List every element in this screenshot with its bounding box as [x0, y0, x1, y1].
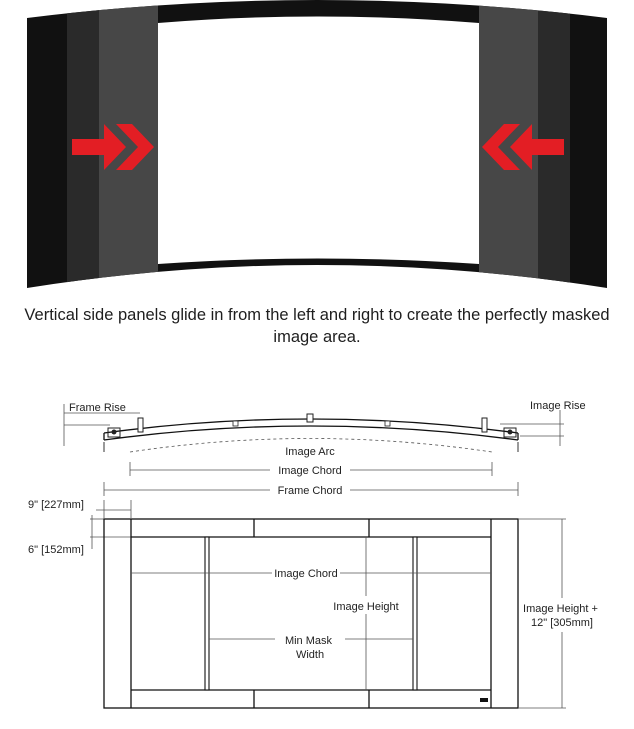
frame-chord-dimension: [104, 482, 518, 497]
right-mask-panel: [413, 537, 417, 690]
caption: Vertical side panels glide in from the left and right to create the perfectly masked image area.: [24, 306, 610, 346]
image-height-plus-label-line2: 12" [305mm]: [531, 617, 593, 629]
dim-9in-label: 9" [227mm]: [28, 499, 84, 511]
curved-screen-illustration: [0, 0, 634, 292]
frame-chord-label: Frame Chord: [277, 485, 343, 497]
image-height-label: Image Height: [333, 601, 399, 613]
image-chord-top-label: Image Chord: [278, 465, 342, 477]
image-chord-top-dimension: [130, 462, 492, 477]
image-height-plus-dimension: [518, 519, 601, 708]
svg-text:Min Mask Width: [285, 635, 335, 661]
technical-drawing: [0, 380, 634, 729]
dim-9in: [28, 499, 131, 518]
image-rise-label: Image Rise: [530, 400, 586, 412]
image-arc-label: Image Arc: [285, 446, 335, 458]
frame-front-view: [104, 519, 518, 708]
min-mask-label-line2: Width: [295, 649, 325, 661]
image-area: [158, 17, 479, 265]
image-chord-front-dimension: [131, 568, 491, 580]
frame-rise-dimension: [64, 402, 140, 446]
image-chord-front-label: Image Chord: [274, 568, 338, 580]
dim-6in-label: 6" [152mm]: [28, 544, 84, 556]
frame-rise-label: Frame Rise: [69, 402, 126, 414]
dim-6in: [28, 515, 131, 556]
min-mask-label-line1: Min Mask: [284, 635, 332, 647]
svg-text:Image Height + 12" [305m: [523, 603, 601, 629]
left-mask-panel: [205, 537, 209, 690]
image-height-dimension: [333, 537, 398, 690]
image-height-plus-label-line1: Image Height +: [523, 603, 598, 615]
min-mask-width-dimension: [209, 635, 413, 661]
